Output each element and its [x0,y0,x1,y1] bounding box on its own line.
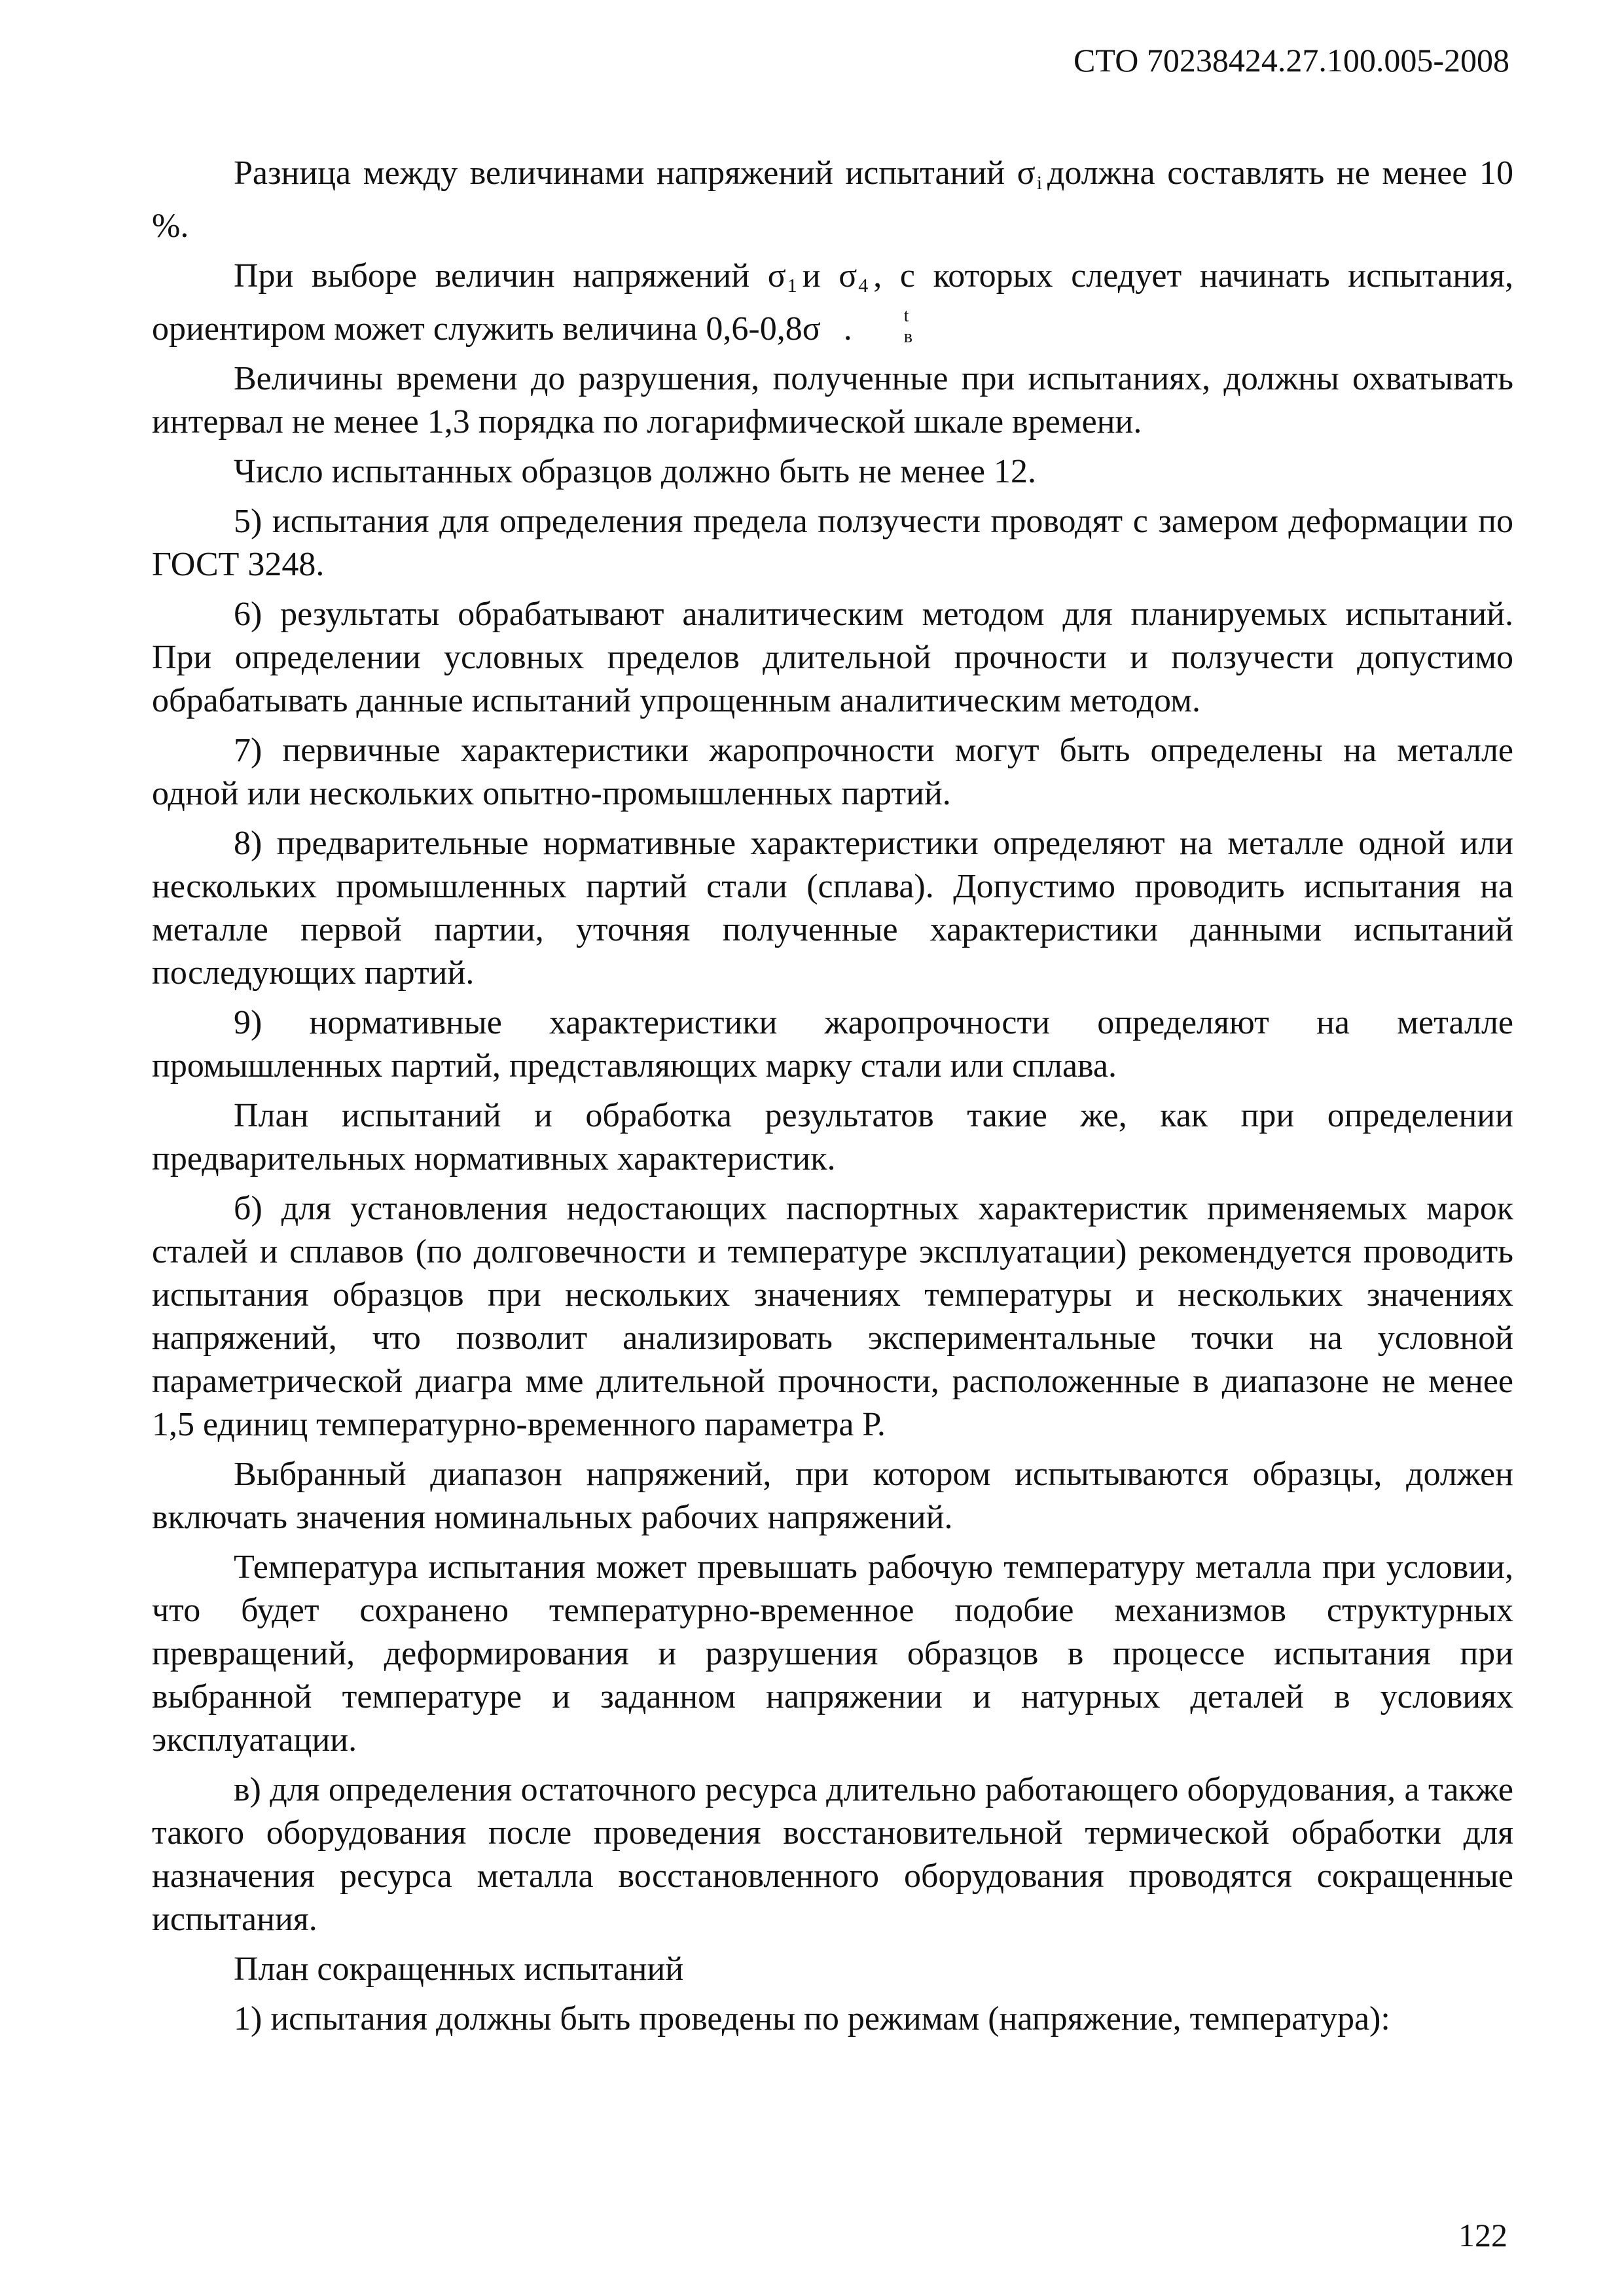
subscript-4: 4 [858,275,869,296]
list-item-6: 6) результаты обрабатывают аналитическим методом для планируемых испытаний. При определении условных пределов длительной прочности и ползучести допустимо обрабатывать данные испытаний упрощенным аналитическим методом. [152,596,1513,719]
list-item-8: 8) предварительные нормативные характеристики определяют на металле одной или нескольких промышленных партий стали (сплава). Допустимо проводить испытания на металле первой партии, уточняя полученные характеристики данными испытаний последующих партий. [152,825,1513,992]
document-code: СТО 70238424.27.100.005-2008 [1074,42,1509,79]
document-body [152,152,1513,2047]
sigma-symbol: σ [1017,154,1036,192]
paragraph: Температура испытания может превышать рабочую температуру металла при условии, что будет сохранено температурно-временное подобие механизмов структурных превращений, деформирования и разрушения образцов в процессе испытания при выбранной температуре и заданном напряжении и натурных деталей в условиях эксплуатации. [152,1549,1513,1759]
list-item-b: б) для установления недостающих паспортных характеристик применяемых марок сталей и сплавов (по долговечности и температуре эксплуатации) рекомендуется проводить испытания образцов при нескольких значениях температуры и нескольких значениях напряжений, что позволит анализировать экспериментальные точки на условной параметрической диагра мме длительной прочности, расположенные в диапазоне не менее 1,5 единиц температурно-временного параметра Р. [152,1190,1513,1443]
sigma-symbol: σ [802,310,821,348]
subscript-i: i [1036,172,1043,194]
paragraph-stress-selection: При выборе величин напряжений $\sigma_1$ и $\sigma_4$ , с которых следует начинать испытания, ориентиром может служить величина 0,6-0,8σ t в . [152,257,1513,348]
sigma-index [821,306,912,347]
superscript-t: t [903,306,909,326]
sigma-symbol: σ [839,257,857,295]
paragraph: Величины времени до разрушения, полученные при испытаниях, должны охватывать интервал не менее 1,3 порядка по логарифмической шкале времени. [152,360,1513,440]
list-item-9: 9) нормативные характеристики жаропрочности определяют на металле промышленных партий, представляющих марку стали или сплава. [152,1004,1513,1085]
subscript-1: 1 [787,275,797,296]
list-item-1: 1) испытания должны быть проведены по режимам (напряжение, температура): [234,2000,1390,2037]
list-item-v: в) для определения остаточного ресурса длительно работающего оборудования, а также такого оборудования после проведения восстановительной термической обработки для назначения ресурса металла восстановленного оборудования проводятся сокращенные испытания. [152,1771,1513,1938]
list-item-7: 7) первичные характеристики жаропрочности могут быть определены на металле одной или нескольких опытно-промышленных партий. [152,732,1513,812]
list-item-5: 5) испытания для определения предела ползучести проводят с замером деформации по ГОСТ 3248. [152,503,1513,583]
sigma-symbol: σ [767,257,786,295]
paragraph: План испытаний и обработка результатов такие же, как при определении предварительных нормативных характеристик. [152,1097,1513,1177]
paragraph: Число испытанных образцов должно быть не менее 12. [234,453,1037,490]
page-number: 122 [1458,2217,1507,2253]
subscript-v: в [903,327,912,347]
paragraph-stress-difference: Разница между величинами напряжений испытаний $\sigma_i$ должна составлять не менее 10 %. [152,154,1513,245]
paragraph: Выбранный диапазон напряжений, при котором испытываются образцы, должен включать значения номинальных рабочих напряжений. [152,1456,1513,1536]
paragraph: План сокращенных испытаний [234,1950,684,1988]
